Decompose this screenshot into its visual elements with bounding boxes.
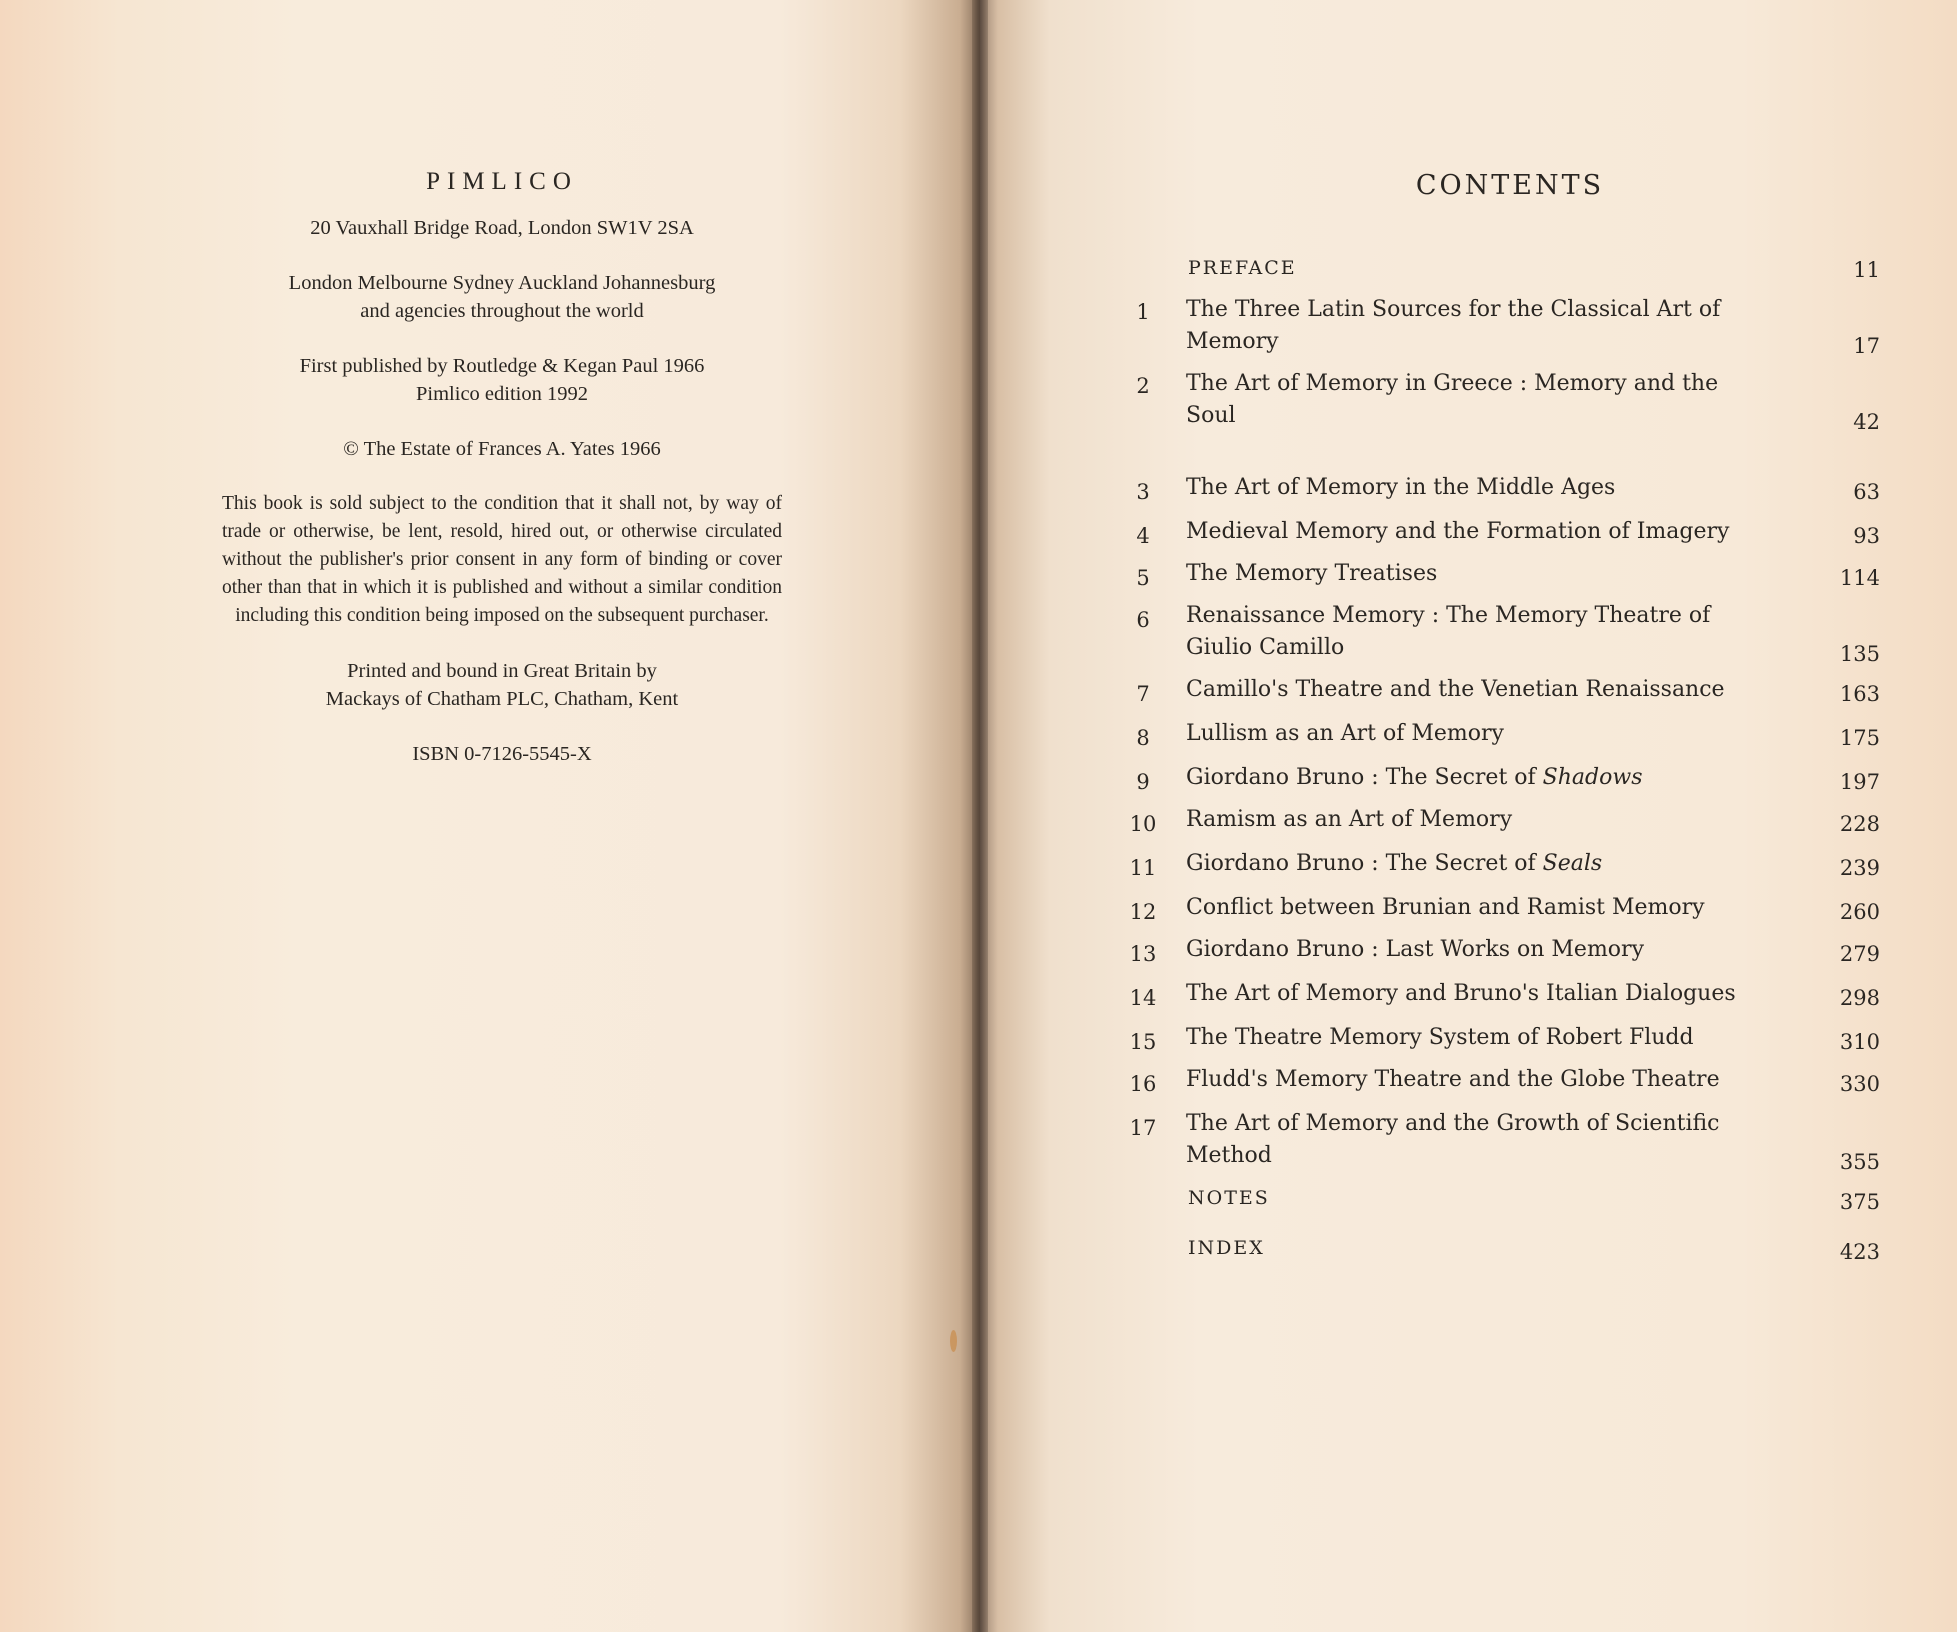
contents-heading: CONTENTS — [1415, 170, 1605, 201]
publisher-address: 20 Vauxhall Bridge Road, London SW1V 2SA — [310, 217, 694, 239]
toc-entry-title-text: Renaissance Memory : The Memory Theatre of — [1186, 603, 1711, 628]
printer-line: Mackays of Chatham PLC, Chatham, Kent — [325, 688, 679, 710]
toc-entry-page: 260 — [1839, 900, 1880, 924]
toc-entry-page: 163 — [1839, 682, 1880, 706]
toc-entry-title: PREFACE — [1188, 257, 1297, 279]
toc-entry-title-text: Ramism as an Art of Memory — [1186, 807, 1513, 832]
toc-entry-page: 63 — [1853, 480, 1880, 504]
toc-entry-number: 14 — [1129, 986, 1157, 1010]
toc-entry-title — [1186, 472, 1746, 504]
sale-conditions: This book is sold subject to the condition that it shall not, by way of trade or otherwise, be lent, resold, hired out, or otherwise circulated without the publisher's prior consent in any form of binding or cover other than that in which it is published and without a similar condition including this condition being imposed on the subsequent purchaser. — [222, 493, 782, 626]
cities-line: and agencies throughout the world — [360, 300, 644, 322]
toc-entry-title — [1186, 804, 1746, 836]
toc-entry-page: 375 — [1839, 1190, 1880, 1214]
toc-entry-title-text: The Art of Memory and Bruno's Italian Dialogues — [1186, 981, 1736, 1006]
toc-entry-title — [1186, 1022, 1746, 1054]
toc-entry-number: 3 — [1136, 480, 1150, 504]
toc-entry-title-text: INDEX — [1188, 1237, 1265, 1259]
publication-history — [222, 352, 782, 408]
toc-entry-page: 197 — [1839, 770, 1880, 794]
toc-entry-title — [1186, 1108, 1746, 1140]
isbn: ISBN 0-7126-5545-X — [412, 743, 592, 765]
toc-entry-title — [1186, 674, 1746, 706]
toc-entry-number: 16 — [1129, 1072, 1157, 1096]
toc-entry-title — [1186, 848, 1746, 880]
toc-entry-page: 93 — [1853, 524, 1880, 548]
toc-entry-number: 8 — [1136, 726, 1150, 750]
toc-entry-title — [1186, 558, 1746, 590]
book-gutter — [972, 0, 988, 1632]
toc-entry-page: 228 — [1839, 812, 1880, 836]
toc-entry-title — [1188, 1182, 1748, 1214]
toc-entry-title-text: The Art of Memory and the Growth of Scientific — [1186, 1111, 1720, 1136]
toc-entry-number: 5 — [1136, 566, 1150, 590]
publisher-cities — [222, 269, 782, 325]
toc-entry-page: 42 — [1853, 410, 1880, 434]
toc-entry-number: 7 — [1136, 682, 1150, 706]
toc-entry-page: 114 — [1839, 566, 1880, 590]
toc-entry-page: 423 — [1839, 1240, 1880, 1264]
copyright-page — [222, 168, 782, 795]
toc-entry-title-text: Medieval Memory and the Formation of Imagery — [1186, 519, 1730, 544]
toc-entry-page: 11 — [1853, 258, 1880, 282]
toc-entry-title — [1186, 762, 1746, 794]
printer-info — [222, 657, 782, 713]
toc-entry-title — [1186, 892, 1746, 924]
toc-entry-title-text: NOTES — [1188, 1187, 1270, 1209]
toc-entry-title-text: Giordano Bruno : The Secret of — [1186, 765, 1543, 790]
toc-entry-number: 4 — [1136, 524, 1150, 548]
toc-entry-title-text: Lullism as an Art of Memory — [1186, 721, 1504, 746]
toc-entry-number: 10 — [1129, 812, 1157, 836]
toc-entry-title-text: The Memory Treatises — [1186, 561, 1438, 586]
toc-entry-number: 1 — [1136, 300, 1150, 324]
cities-line: London Melbourne Sydney Auckland Johannesburg — [288, 272, 716, 294]
toc-entry-title — [1186, 978, 1746, 1010]
toc-entry-number: 17 — [1129, 1116, 1157, 1140]
toc-entry-page: 175 — [1839, 726, 1880, 750]
toc-entry-page: 330 — [1839, 1072, 1880, 1096]
toc-entry-number: 13 — [1129, 942, 1157, 966]
toc-entry-number: 9 — [1136, 770, 1150, 794]
toc-entry-title: The Three Latin Sources for the Classical Art of — [1186, 297, 1721, 322]
printer-line: Printed and bound in Great Britain by — [347, 660, 657, 682]
copyright-notice: © The Estate of Frances A. Yates 1966 — [343, 438, 661, 460]
toc-entry-page: 135 — [1839, 642, 1880, 666]
toc-entry-title-text: Giordano Bruno : The Secret of — [1186, 851, 1543, 876]
toc-entry-title — [1186, 718, 1746, 750]
toc-entry-number: 6 — [1136, 608, 1150, 632]
toc-entry-number: 2 — [1136, 374, 1150, 398]
toc-entry-title — [1186, 1064, 1746, 1096]
toc-entry-title-text: The Art of Memory in the Middle Ages — [1186, 475, 1616, 500]
toc-entry-number: 15 — [1129, 1030, 1157, 1054]
toc-entry-title-text: The Theatre Memory System of Robert Fludd — [1186, 1025, 1694, 1050]
toc-entry-title-italic: Seals — [1542, 851, 1603, 876]
toc-entry-title — [1188, 1232, 1748, 1264]
toc-entry-number: 11 — [1129, 856, 1157, 880]
toc-entry-page: 17 — [1853, 334, 1880, 358]
toc-entry-page: 279 — [1839, 942, 1880, 966]
toc-entry-title — [1186, 934, 1746, 966]
toc-entry-title — [1186, 600, 1746, 632]
toc-entry-title-cont: Method — [1186, 1143, 1272, 1168]
toc-entry-title-cont: Soul — [1186, 403, 1236, 428]
toc-entry-title — [1186, 516, 1746, 548]
toc-entry-page: 239 — [1839, 856, 1880, 880]
toc-entry-title-cont: Giulio Camillo — [1186, 635, 1345, 660]
toc-entry-title-cont: Memory — [1186, 329, 1279, 354]
first-published: First published by Routledge & Kegan Paul 1966 — [299, 355, 705, 377]
toc-entry-title-text: Conflict between Brunian and Ramist Memory — [1186, 895, 1705, 920]
toc-entry-number: 12 — [1129, 900, 1157, 924]
toc-entry-title-text: Fludd's Memory Theatre and the Globe Theatre — [1186, 1067, 1720, 1092]
toc-entry-title-text: Giordano Bruno : Last Works on Memory — [1186, 937, 1644, 962]
edition-note: Pimlico edition 1992 — [416, 383, 588, 405]
publisher-name: PIMLICO — [426, 168, 578, 195]
toc-entry-title: The Art of Memory in Greece : Memory and the — [1186, 371, 1719, 396]
toc-entry-page: 355 — [1839, 1150, 1880, 1174]
toc-entry-title-text: Camillo's Theatre and the Venetian Renaissance — [1186, 677, 1725, 702]
toc-entry-page: 310 — [1839, 1030, 1880, 1054]
toc-entry-page: 298 — [1839, 986, 1880, 1010]
toc-entry-title-italic: Shadows — [1542, 765, 1643, 790]
page-stain — [950, 1330, 957, 1352]
